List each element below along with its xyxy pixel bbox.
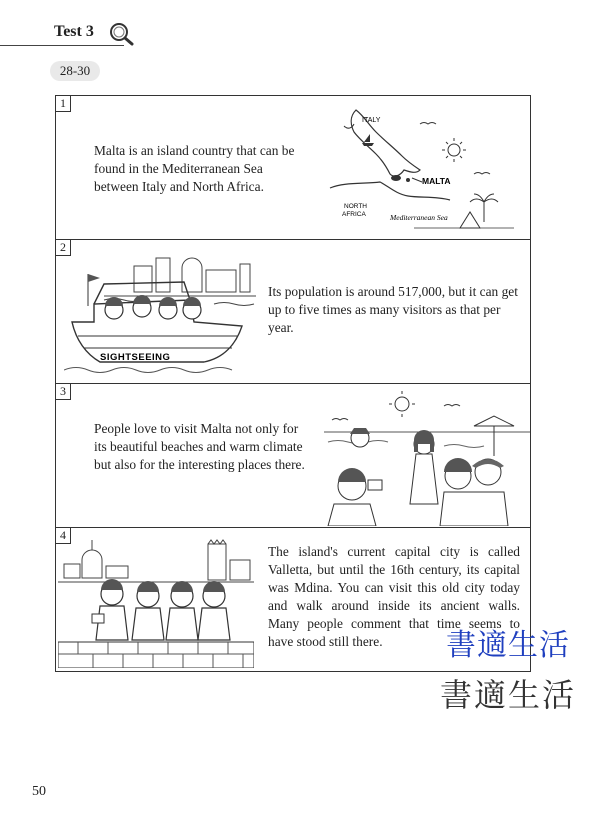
test-label: Test xyxy=(54,23,82,40)
boat-label: SIGHTSEEING xyxy=(100,352,171,363)
map-label-north: NORTH xyxy=(344,203,367,210)
panel-number: 2 xyxy=(56,240,71,256)
test-title xyxy=(54,23,94,41)
map-label-malta: MALTA xyxy=(422,176,451,186)
sightseeing-boat-illustration xyxy=(64,244,260,380)
panel-3 xyxy=(56,384,530,528)
magnifier-icon xyxy=(106,20,136,46)
story-panels xyxy=(55,95,531,672)
watermark-black: 書適生活 xyxy=(440,676,577,714)
panel-number: 4 xyxy=(56,528,71,544)
map-label-sea: Mediterranean Sea xyxy=(390,213,448,222)
map-label-africa: AFRICA xyxy=(342,211,366,218)
map-label-italy: ITALY xyxy=(362,117,381,124)
panel-text: People love to visit Malta not only for its beautiful beaches and warm climate but also for the interesting places there. xyxy=(94,421,305,472)
panel-1 xyxy=(56,96,530,240)
panel-number: 3 xyxy=(56,384,71,400)
panel-2 xyxy=(56,240,530,384)
question-range-badge: 28-30 xyxy=(50,61,100,81)
panel-text: Malta is an island country that can be found in the Mediterranean Sea between Italy and North Africa. xyxy=(94,143,295,194)
test-number: 3 xyxy=(85,23,94,40)
panel-number: 1 xyxy=(56,96,71,112)
mdina-walls-illustration xyxy=(58,530,254,668)
beach-tourists-illustration xyxy=(324,386,530,526)
panel-text: Its population is around 517,000, but it can get up to five times as many visitors as that per year. xyxy=(268,284,518,335)
page-number: 50 xyxy=(32,784,46,799)
watermark-blue: 書適生活 xyxy=(446,628,570,663)
panel-text: The island's current capital city is called Valletta, but until the 16th century, its capital was Mdina. You can visit this old city today and walk around inside its ancient walls. Many people comment that time seems to have stood still there. xyxy=(268,544,520,649)
test-header xyxy=(0,18,140,46)
malta-map-illustration xyxy=(324,102,524,236)
